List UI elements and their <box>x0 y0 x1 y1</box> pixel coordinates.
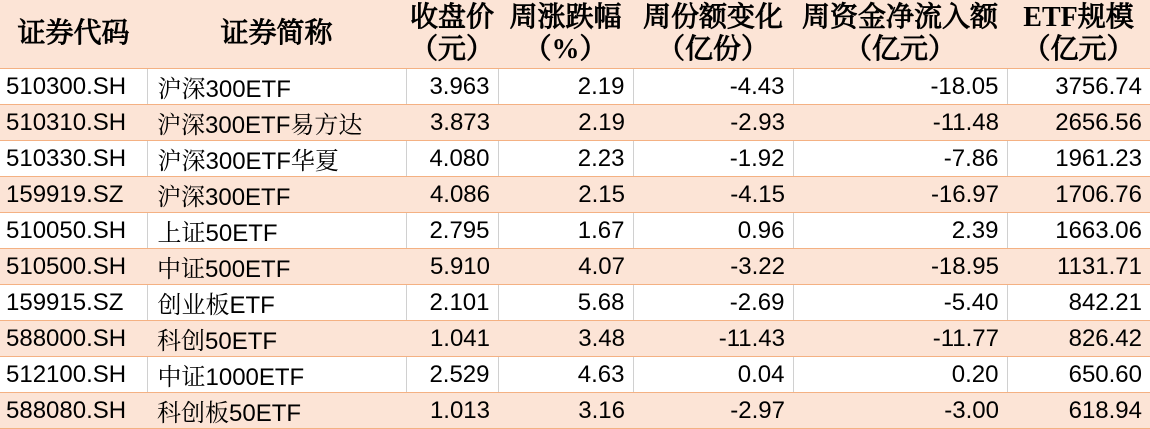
table-row <box>0 393 1150 429</box>
cell-close: 2.101 <box>406 285 498 321</box>
cell-name: 沪深300ETF <box>147 177 406 213</box>
table-row <box>0 105 1150 141</box>
column-label: 周资金净流入额 <box>801 2 998 34</box>
cell-etf-scale: 1706.76 <box>1007 177 1150 213</box>
column-label: 周份额变化 <box>642 2 783 34</box>
cell-name: 中证1000ETF <box>147 357 406 393</box>
cell-close: 4.086 <box>406 177 498 213</box>
cell-net-inflow: -5.40 <box>793 285 1007 321</box>
cell-share-change: 0.96 <box>633 213 793 249</box>
table-row <box>0 213 1150 249</box>
cell-code: 588000.SH <box>0 321 147 357</box>
cell-close: 1.041 <box>406 321 498 357</box>
cell-code: 510500.SH <box>0 249 147 285</box>
table-row <box>0 141 1150 177</box>
cell-etf-scale: 2656.56 <box>1007 105 1150 141</box>
cell-name: 中证500ETF <box>147 249 406 285</box>
cell-weekly-change: 3.16 <box>498 393 633 429</box>
cell-name: 创业板ETF <box>147 285 406 321</box>
cell-weekly-change: 5.68 <box>498 285 633 321</box>
cell-etf-scale: 3756.74 <box>1007 69 1150 105</box>
column-unit: （亿元） <box>1022 34 1135 65</box>
cell-close: 5.910 <box>406 249 498 285</box>
column-header-weekly-change <box>498 0 633 69</box>
cell-name: 沪深300ETF <box>147 69 406 105</box>
cell-share-change: -11.43 <box>633 321 793 357</box>
column-label: 周涨跌幅 <box>509 2 622 34</box>
table-header <box>0 0 1150 69</box>
cell-net-inflow: -11.48 <box>793 105 1007 141</box>
cell-weekly-change: 4.63 <box>498 357 633 393</box>
cell-weekly-change: 2.19 <box>498 105 633 141</box>
table-row <box>0 321 1150 357</box>
cell-close: 2.795 <box>406 213 498 249</box>
column-label: 收盘价 <box>409 2 494 34</box>
cell-name: 科创50ETF <box>147 321 406 357</box>
column-label: ETF规模 <box>1023 2 1134 34</box>
column-unit: （元） <box>409 34 494 65</box>
cell-code: 510330.SH <box>0 141 147 177</box>
cell-net-inflow: 0.20 <box>793 357 1007 393</box>
cell-share-change: -1.92 <box>633 141 793 177</box>
cell-net-inflow: -3.00 <box>793 393 1007 429</box>
cell-weekly-change: 2.19 <box>498 69 633 105</box>
cell-net-inflow: 2.39 <box>793 213 1007 249</box>
cell-etf-scale: 842.21 <box>1007 285 1150 321</box>
column-unit: （亿份） <box>656 34 769 65</box>
column-header-code <box>0 0 147 69</box>
cell-share-change: -4.43 <box>633 69 793 105</box>
cell-weekly-change: 2.15 <box>498 177 633 213</box>
column-header-net-inflow <box>793 0 1007 69</box>
cell-name: 上证50ETF <box>147 213 406 249</box>
cell-close: 1.013 <box>406 393 498 429</box>
cell-code: 510300.SH <box>0 69 147 105</box>
table-row <box>0 177 1150 213</box>
column-label: 证券代码 <box>17 18 130 50</box>
cell-share-change: -4.15 <box>633 177 793 213</box>
cell-net-inflow: -16.97 <box>793 177 1007 213</box>
cell-weekly-change: 2.23 <box>498 141 633 177</box>
cell-share-change: -3.22 <box>633 249 793 285</box>
column-header-share-change <box>633 0 793 69</box>
cell-share-change: -2.97 <box>633 393 793 429</box>
cell-weekly-change: 3.48 <box>498 321 633 357</box>
cell-close: 2.529 <box>406 357 498 393</box>
cell-share-change: -2.93 <box>633 105 793 141</box>
cell-close: 3.963 <box>406 69 498 105</box>
cell-etf-scale: 1961.23 <box>1007 141 1150 177</box>
cell-share-change: 0.04 <box>633 357 793 393</box>
cell-code: 512100.SH <box>0 357 147 393</box>
cell-etf-scale: 1131.71 <box>1007 249 1150 285</box>
cell-code: 159915.SZ <box>0 285 147 321</box>
cell-etf-scale: 650.60 <box>1007 357 1150 393</box>
cell-code: 510050.SH <box>0 213 147 249</box>
table-row <box>0 249 1150 285</box>
cell-name: 科创板50ETF <box>147 393 406 429</box>
cell-etf-scale: 1663.06 <box>1007 213 1150 249</box>
cell-close: 3.873 <box>406 105 498 141</box>
cell-net-inflow: -11.77 <box>793 321 1007 357</box>
cell-net-inflow: -18.95 <box>793 249 1007 285</box>
cell-etf-scale: 618.94 <box>1007 393 1150 429</box>
table-row <box>0 285 1150 321</box>
cell-net-inflow: -18.05 <box>793 69 1007 105</box>
cell-code: 510310.SH <box>0 105 147 141</box>
cell-etf-scale: 826.42 <box>1007 321 1150 357</box>
cell-net-inflow: -7.86 <box>793 141 1007 177</box>
column-header-close <box>406 0 498 69</box>
cell-code: 588080.SH <box>0 393 147 429</box>
cell-name: 沪深300ETF易方达 <box>147 105 406 141</box>
header-row <box>0 0 1150 69</box>
table-row <box>0 357 1150 393</box>
cell-code: 159919.SZ <box>0 177 147 213</box>
column-header-name <box>147 0 406 69</box>
table-row <box>0 69 1150 105</box>
cell-share-change: -2.69 <box>633 285 793 321</box>
column-header-etf-scale <box>1007 0 1150 69</box>
column-label: 证券简称 <box>220 18 333 50</box>
column-unit: （亿元） <box>843 34 956 65</box>
column-unit: （%） <box>523 34 608 65</box>
cell-name: 沪深300ETF华夏 <box>147 141 406 177</box>
table-body <box>0 69 1150 429</box>
cell-weekly-change: 1.67 <box>498 213 633 249</box>
cell-weekly-change: 4.07 <box>498 249 633 285</box>
cell-close: 4.080 <box>406 141 498 177</box>
